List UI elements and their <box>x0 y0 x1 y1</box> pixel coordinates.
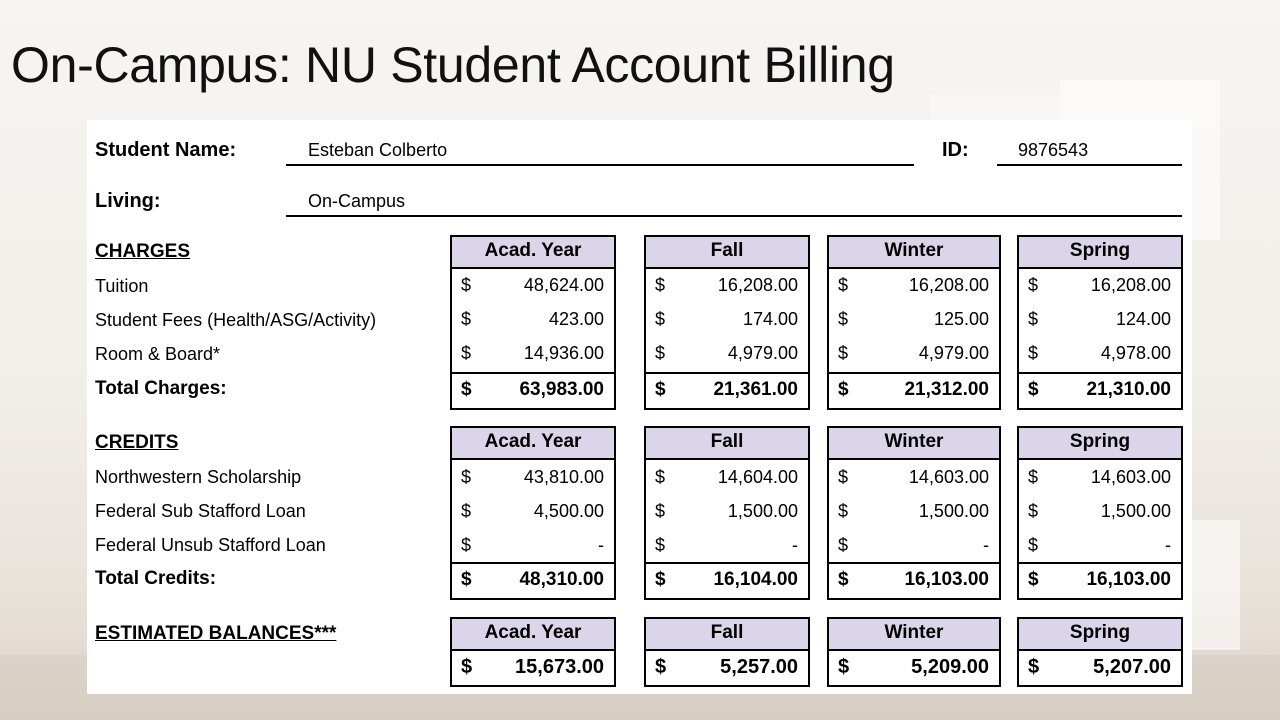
column-header <box>646 617 808 651</box>
living-value: On-Campus <box>308 191 406 211</box>
charge-row-label: Room & Board* <box>95 344 221 364</box>
column-header-label: Winter <box>884 240 944 261</box>
currency-symbol: $ <box>655 379 666 400</box>
amount-value: 16,104.00 <box>713 569 798 590</box>
balance-column-fall <box>644 617 810 687</box>
total-cell <box>829 562 999 600</box>
currency-symbol: $ <box>461 379 472 400</box>
column-header <box>829 426 999 460</box>
amount-value: 14,603.00 <box>1090 467 1171 487</box>
amount-value: 43,810.00 <box>523 467 604 487</box>
credit-cell <box>829 461 999 495</box>
currency-symbol: $ <box>461 569 472 590</box>
amount-value: 16,208.00 <box>717 275 798 295</box>
credit-cell <box>452 495 614 529</box>
currency-symbol: $ <box>655 569 666 590</box>
amount-value: 16,103.00 <box>904 569 989 590</box>
charge-cell <box>452 303 614 337</box>
charge-cell <box>1019 337 1181 371</box>
amount-value: 5,209.00 <box>911 656 989 678</box>
student-name-value: Esteban Colberto <box>308 140 448 160</box>
credits-heading: CREDITS <box>95 432 179 453</box>
currency-symbol: $ <box>838 656 850 678</box>
charge-cell <box>452 269 614 303</box>
charge-cell <box>646 303 808 337</box>
column-header-label: Fall <box>710 622 744 643</box>
amount-value: - <box>983 535 989 555</box>
charge-cell <box>829 269 999 303</box>
slide-title: On-Campus: NU Student Account Billing <box>11 37 895 93</box>
column-header-label: Winter <box>884 431 944 452</box>
currency-symbol: $ <box>1028 656 1040 678</box>
amount-value: 16,103.00 <box>1086 569 1171 590</box>
charges-column-acad-year <box>450 235 616 410</box>
currency-symbol: $ <box>461 467 472 487</box>
column-header-label: Acad. Year <box>484 622 582 643</box>
amount-value: 16,208.00 <box>1090 275 1171 295</box>
currency-symbol: $ <box>1028 275 1039 295</box>
credit-cell <box>1019 529 1181 563</box>
amount-value: 21,310.00 <box>1086 379 1171 400</box>
column-header <box>452 617 614 651</box>
id-label: ID: <box>942 139 969 161</box>
total-cell <box>1019 562 1181 600</box>
column-header <box>646 426 808 460</box>
currency-symbol: $ <box>1028 379 1039 400</box>
balance-cell <box>646 651 808 687</box>
column-header-label: Acad. Year <box>484 240 582 261</box>
currency-symbol: $ <box>838 569 849 590</box>
credits-column-winter <box>827 426 1001 600</box>
currency-symbol: $ <box>1028 569 1039 590</box>
amount-value: 1,500.00 <box>1100 501 1171 521</box>
total-cell <box>829 372 999 410</box>
credits-column-acad-year <box>450 426 616 600</box>
currency-symbol: $ <box>461 656 473 678</box>
amount-value: 21,312.00 <box>904 379 989 400</box>
amount-value: 15,673.00 <box>515 656 604 678</box>
charges-column-fall <box>644 235 810 410</box>
currency-symbol: $ <box>838 535 849 555</box>
charge-cell <box>1019 303 1181 337</box>
credit-cell <box>646 461 808 495</box>
column-header <box>452 235 614 269</box>
credit-cell <box>1019 495 1181 529</box>
currency-symbol: $ <box>838 275 849 295</box>
amount-value: - <box>792 535 798 555</box>
credit-cell <box>646 529 808 563</box>
total-charges-label: Total Charges: <box>95 378 227 399</box>
balance-column-acad-year <box>450 617 616 687</box>
id-underline <box>997 164 1182 166</box>
currency-symbol: $ <box>655 343 666 363</box>
amount-value: 16,208.00 <box>908 275 989 295</box>
amount-value: 5,257.00 <box>720 656 798 678</box>
charges-heading: CHARGES <box>95 241 191 262</box>
column-header <box>1019 235 1181 269</box>
currency-symbol: $ <box>461 343 472 363</box>
currency-symbol: $ <box>1028 309 1039 329</box>
column-header <box>829 617 999 651</box>
currency-symbol: $ <box>1028 343 1039 363</box>
currency-symbol: $ <box>655 275 666 295</box>
currency-symbol: $ <box>655 501 666 521</box>
id-value: 9876543 <box>1018 140 1089 160</box>
student-name-underline <box>286 164 914 166</box>
currency-symbol: $ <box>838 309 849 329</box>
credit-cell <box>646 495 808 529</box>
living-underline <box>286 215 1182 217</box>
column-header <box>646 235 808 269</box>
currency-symbol: $ <box>461 535 472 555</box>
credits-column-spring <box>1017 426 1183 600</box>
currency-symbol: $ <box>1028 535 1039 555</box>
currency-symbol: $ <box>838 343 849 363</box>
column-header-label: Winter <box>884 622 944 643</box>
amount-value: 4,978.00 <box>1100 343 1171 363</box>
total-cell <box>1019 372 1181 410</box>
credit-row-label: Federal Unsub Stafford Loan <box>95 535 326 555</box>
amount-value: 1,500.00 <box>918 501 989 521</box>
credit-cell <box>452 461 614 495</box>
total-cell <box>452 372 614 410</box>
amount-value: 4,500.00 <box>533 501 604 521</box>
currency-symbol: $ <box>461 501 472 521</box>
currency-symbol: $ <box>655 309 666 329</box>
balance-cell <box>1019 651 1181 687</box>
currency-symbol: $ <box>461 309 472 329</box>
column-header <box>452 426 614 460</box>
column-header-label: Acad. Year <box>484 431 582 452</box>
charge-row-label: Tuition <box>95 276 149 296</box>
charge-cell <box>646 269 808 303</box>
amount-value: - <box>1165 535 1171 555</box>
column-header <box>829 235 999 269</box>
amount-value: 124.00 <box>1115 309 1171 329</box>
column-header-label: Spring <box>1069 431 1131 452</box>
currency-symbol: $ <box>461 275 472 295</box>
credit-row-label: Northwestern Scholarship <box>95 467 302 487</box>
billing-sheet <box>87 120 1192 694</box>
column-header-label: Spring <box>1069 240 1131 261</box>
currency-symbol: $ <box>838 467 849 487</box>
total-cell <box>646 372 808 410</box>
amount-value: 14,603.00 <box>908 467 989 487</box>
currency-symbol: $ <box>655 467 666 487</box>
amount-value: - <box>598 535 604 555</box>
amount-value: 4,979.00 <box>727 343 798 363</box>
balance-cell <box>829 651 999 687</box>
living-label: Living: <box>95 190 161 212</box>
amount-value: 423.00 <box>548 309 604 329</box>
credit-row-label: Federal Sub Stafford Loan <box>95 501 306 521</box>
column-header-label: Fall <box>710 431 744 452</box>
currency-symbol: $ <box>838 379 849 400</box>
credit-cell <box>452 529 614 563</box>
total-credits-label: Total Credits: <box>95 568 217 589</box>
currency-symbol: $ <box>1028 501 1039 521</box>
student-name-label: Student Name: <box>95 139 237 161</box>
amount-value: 48,310.00 <box>519 569 604 590</box>
column-header-label: Fall <box>710 240 744 261</box>
balance-cell <box>452 651 614 687</box>
balances-heading: ESTIMATED BALANCES*** <box>95 623 337 644</box>
column-header <box>1019 426 1181 460</box>
currency-symbol: $ <box>838 501 849 521</box>
amount-value: 14,604.00 <box>717 467 798 487</box>
amount-value: 174.00 <box>742 309 798 329</box>
amount-value: 125.00 <box>933 309 989 329</box>
total-cell <box>646 562 808 600</box>
amount-value: 63,983.00 <box>519 379 604 400</box>
charge-cell <box>829 303 999 337</box>
amount-value: 48,624.00 <box>523 275 604 295</box>
currency-symbol: $ <box>655 656 667 678</box>
charge-cell <box>452 337 614 371</box>
credit-cell <box>829 529 999 563</box>
amount-value: 1,500.00 <box>727 501 798 521</box>
charges-column-spring <box>1017 235 1183 410</box>
charges-column-winter <box>827 235 1001 410</box>
balance-column-winter <box>827 617 1001 687</box>
currency-symbol: $ <box>655 535 666 555</box>
charge-cell <box>829 337 999 371</box>
credit-cell <box>829 495 999 529</box>
charge-row-label: Student Fees (Health/ASG/Activity) <box>95 310 377 330</box>
charge-cell <box>1019 269 1181 303</box>
amount-value: 5,207.00 <box>1093 656 1171 678</box>
column-header-label: Spring <box>1069 622 1131 643</box>
amount-value: 14,936.00 <box>523 343 604 363</box>
balance-column-spring <box>1017 617 1183 687</box>
amount-value: 4,979.00 <box>918 343 989 363</box>
credit-cell <box>1019 461 1181 495</box>
credits-column-fall <box>644 426 810 600</box>
currency-symbol: $ <box>1028 467 1039 487</box>
total-cell <box>452 562 614 600</box>
column-header <box>1019 617 1181 651</box>
charge-cell <box>646 337 808 371</box>
amount-value: 21,361.00 <box>713 379 798 400</box>
